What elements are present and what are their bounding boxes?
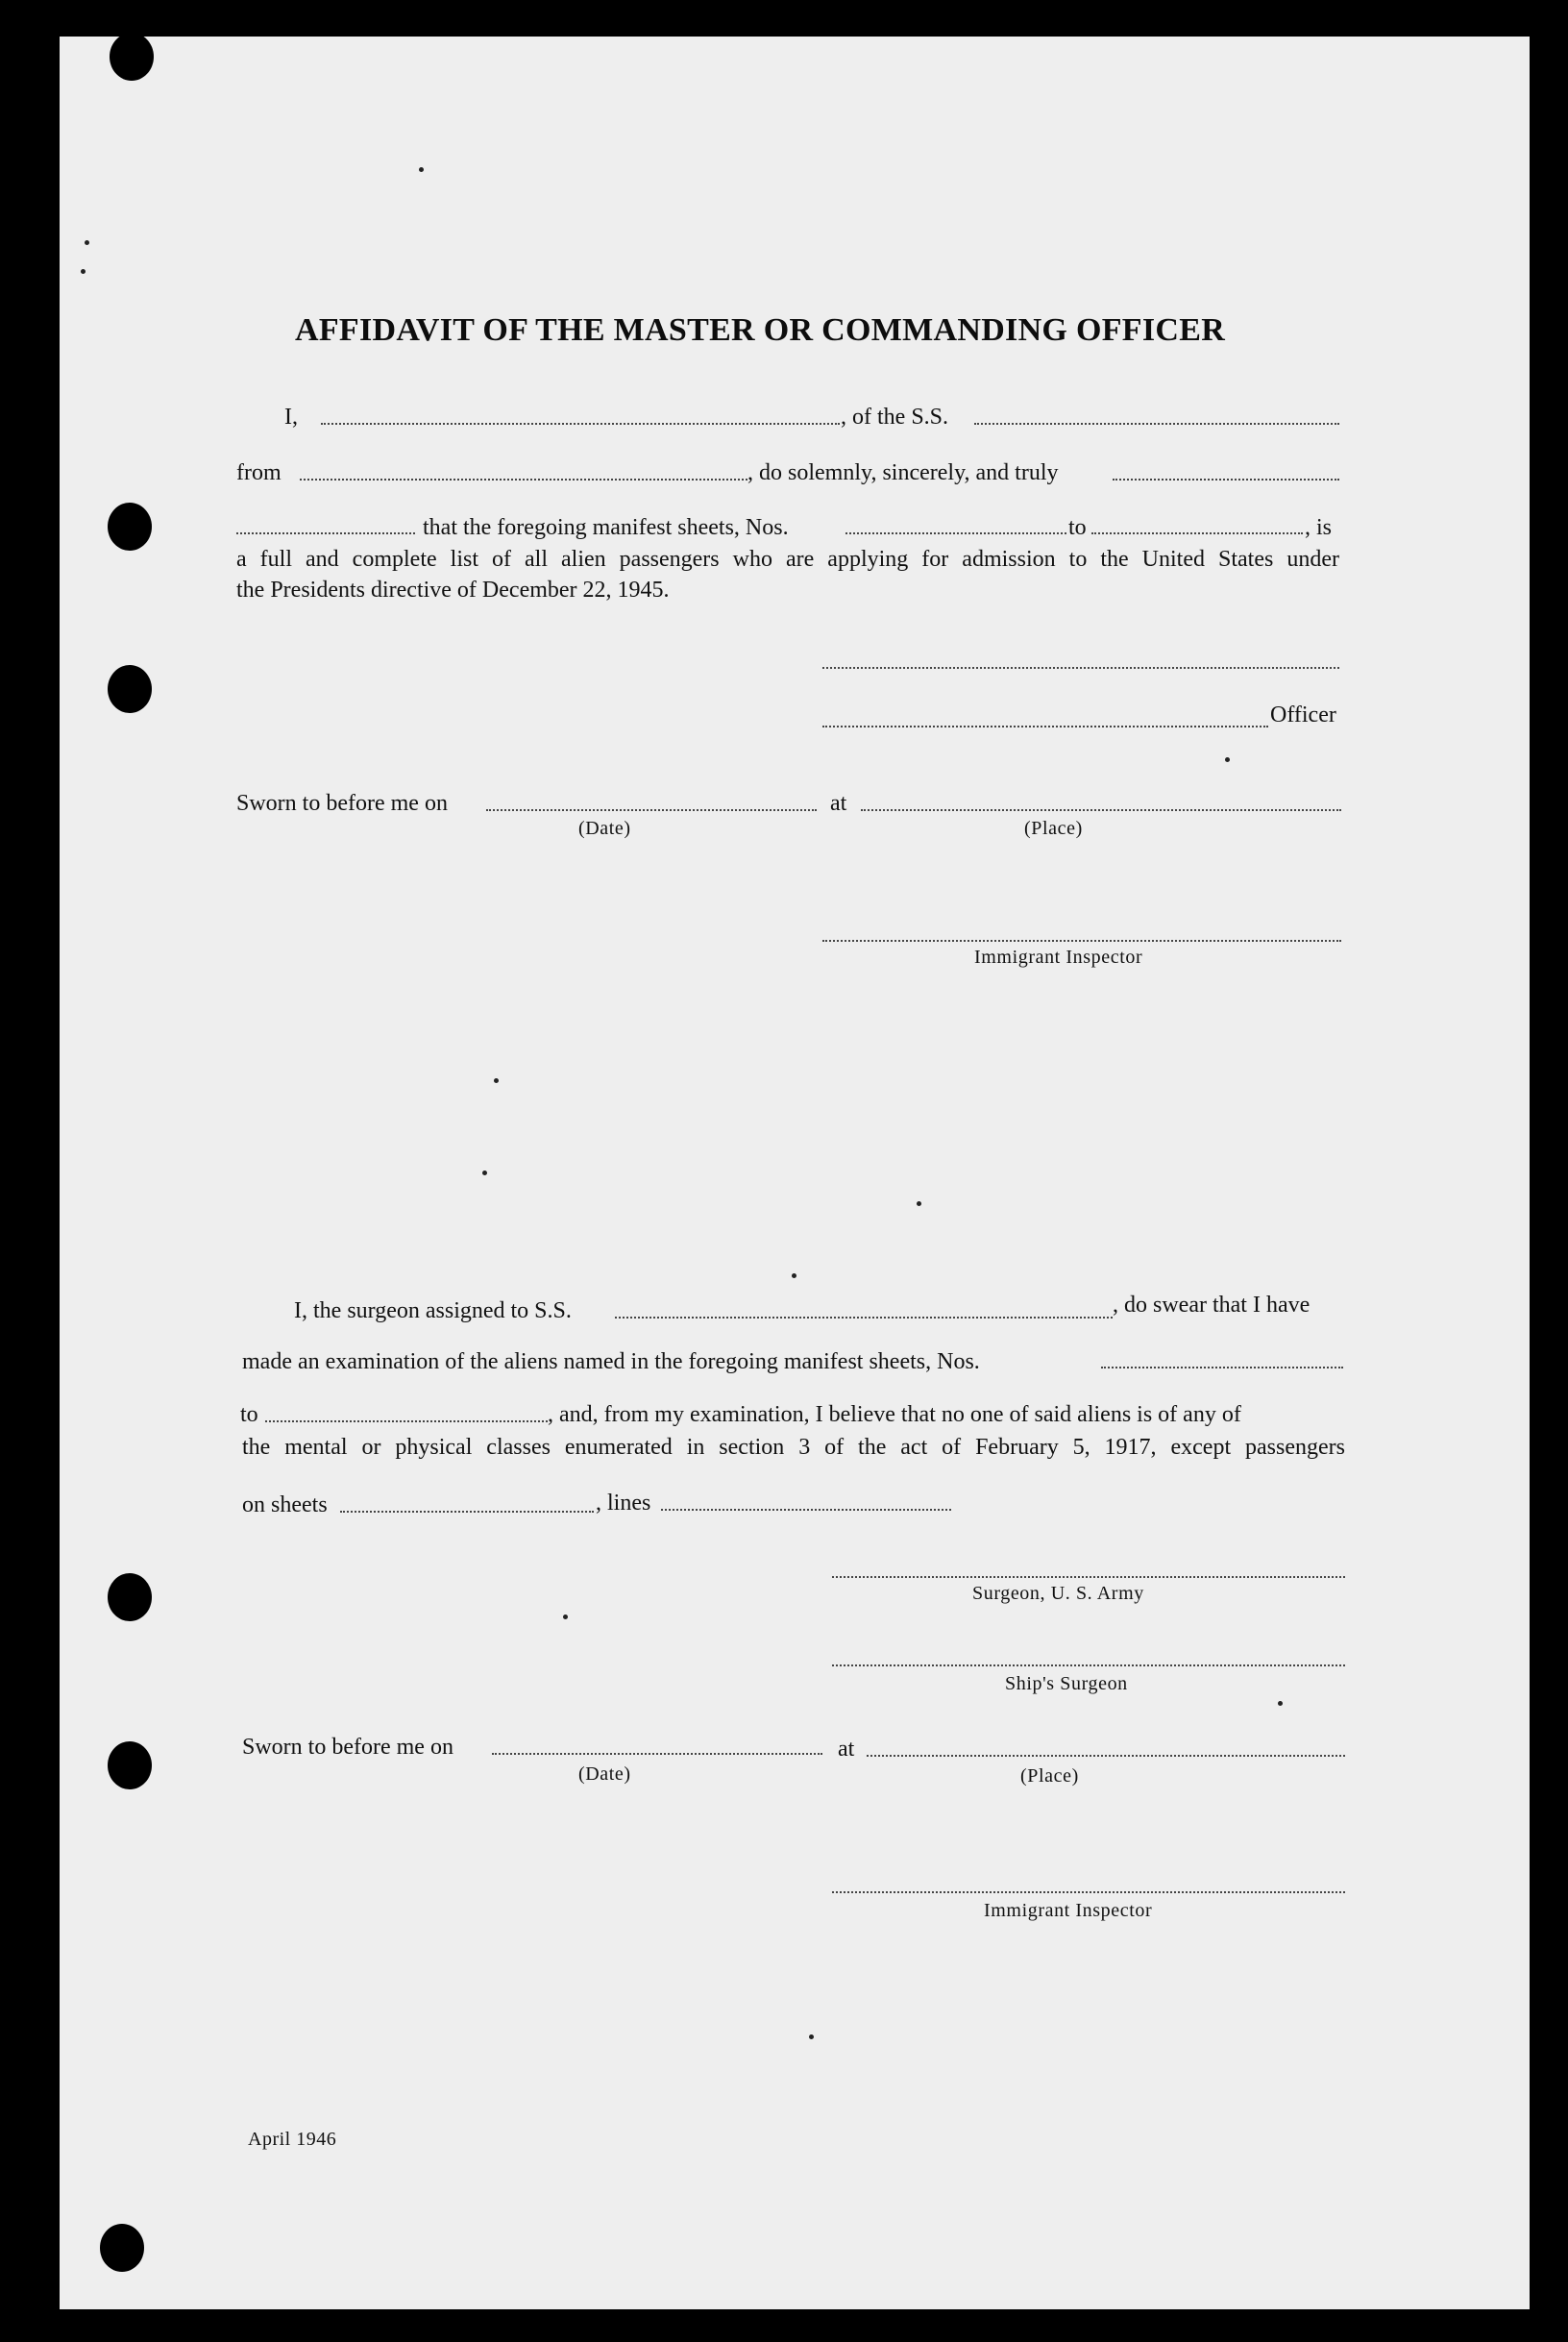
army-surgeon-caption: Surgeon, U. S. Army: [972, 1583, 1144, 1604]
paper-speck: [1225, 757, 1230, 762]
officer-signature-line-2[interactable]: [822, 726, 1268, 727]
master-sworn-place-field[interactable]: [861, 809, 1341, 811]
master-at-label: at: [830, 791, 847, 816]
master-sheets-to-field[interactable]: [1091, 532, 1303, 534]
master-inspector-caption: Immigrant Inspector: [974, 947, 1143, 968]
paper-speck: [482, 1171, 487, 1175]
surgeon-inspector-caption: Immigrant Inspector: [984, 1900, 1153, 1921]
paper-speck: [494, 1078, 499, 1083]
punch-hole-2: [108, 503, 152, 551]
punch-hole-3: [108, 665, 152, 713]
surgeon-lines-field[interactable]: [661, 1509, 951, 1511]
master-paragraph-line: the Presidents directive of December 22, 1945.: [236, 578, 670, 603]
master-date-caption: (Date): [578, 818, 631, 839]
master-swear-label: , do solemnly, sincerely, and truly: [747, 460, 1059, 485]
paper-speck: [563, 1615, 568, 1619]
surgeon-sworn-date-field[interactable]: [492, 1753, 822, 1755]
paper-speck: [792, 1273, 796, 1278]
master-i-label: I,: [284, 405, 298, 430]
officer-signature-line-1[interactable]: [822, 667, 1339, 669]
form-page: [60, 37, 1530, 2309]
surgeon-sworn-place-field[interactable]: [867, 1755, 1345, 1757]
master-from-field[interactable]: [300, 479, 747, 481]
paper-speck: [419, 167, 424, 172]
surgeon-ship-field[interactable]: [615, 1317, 1113, 1319]
form-title: AFFIDAVIT OF THE MASTER OR COMMANDING OFFICER: [295, 312, 1226, 348]
master-inspector-signature-line[interactable]: [822, 940, 1341, 942]
surgeon-place-caption: (Place): [1020, 1765, 1079, 1787]
master-oath-field[interactable]: [1113, 479, 1339, 481]
surgeon-sheets-from-field[interactable]: [1101, 1367, 1343, 1368]
surgeon-swear-label: , do swear that I have: [1113, 1293, 1311, 1318]
surgeon-to-label: to: [240, 1402, 258, 1427]
surgeon-line1-label: I, the surgeon assigned to S.S.: [294, 1298, 572, 1323]
master-paragraph-line: a full and complete list of all alien passengers who are applying for admission to the United States under: [236, 547, 1339, 572]
form-edition-date: April 1946: [248, 2129, 337, 2150]
master-name-field[interactable]: [321, 423, 840, 425]
master-place-caption: (Place): [1024, 818, 1083, 839]
surgeon-on-sheets-label: on sheets: [242, 1492, 328, 1517]
master-sheets-from-field[interactable]: [845, 532, 1066, 534]
punch-hole-5: [108, 1741, 152, 1789]
master-sworn-date-field[interactable]: [486, 809, 817, 811]
paper-speck: [809, 2034, 814, 2039]
master-affirm-field[interactable]: [236, 532, 415, 534]
master-that-label: that the foregoing manifest sheets, Nos.: [423, 515, 789, 540]
surgeon-at-label: at: [838, 1737, 855, 1762]
punch-hole-1: [110, 33, 154, 81]
surgeon-line2-label: made an examination of the aliens named in the foregoing manifest sheets, Nos.: [242, 1349, 980, 1374]
master-sworn-label: Sworn to before me on: [236, 791, 448, 816]
paper-speck: [917, 1201, 921, 1206]
surgeon-on-sheets-field[interactable]: [340, 1511, 594, 1513]
master-ship-field[interactable]: [974, 423, 1339, 425]
officer-label: Officer: [1270, 703, 1336, 727]
punch-hole-4: [108, 1573, 152, 1621]
surgeon-date-caption: (Date): [578, 1763, 631, 1785]
master-to-label: to: [1068, 515, 1087, 540]
punch-hole-6: [100, 2224, 144, 2272]
surgeon-line3-label: , and, from my examination, I believe that no one of said aliens is of any of: [548, 1402, 1241, 1427]
surgeon-lines-label: , lines: [596, 1491, 651, 1516]
master-from-label: from: [236, 460, 282, 485]
master-is-label: , is: [1305, 515, 1333, 540]
paper-speck: [81, 269, 86, 274]
army-surgeon-signature-line[interactable]: [832, 1576, 1345, 1578]
ship-surgeon-signature-line[interactable]: [832, 1664, 1345, 1666]
paper-speck: [1278, 1701, 1283, 1706]
surgeon-paragraph-line: the mental or physical classes enumerated in section 3 of the act of February 5, 1917, except passengers: [242, 1435, 1345, 1460]
master-of-ss-label: , of the S.S.: [841, 405, 949, 430]
paper-speck: [85, 240, 89, 245]
surgeon-inspector-signature-line[interactable]: [832, 1891, 1345, 1893]
surgeon-sworn-label: Sworn to before me on: [242, 1735, 453, 1760]
surgeon-sheets-to-field[interactable]: [265, 1420, 548, 1422]
ship-surgeon-caption: Ship's Surgeon: [1005, 1673, 1128, 1694]
